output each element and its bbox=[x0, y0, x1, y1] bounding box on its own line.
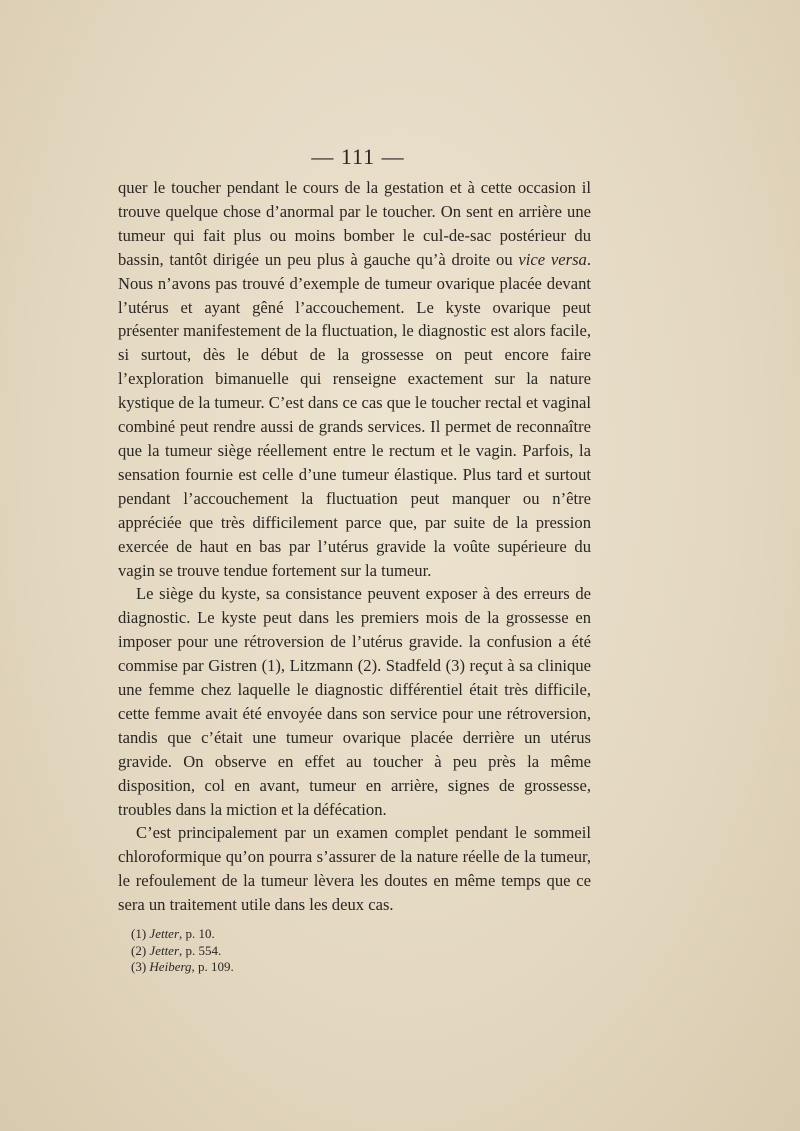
footnote-reference: , p. 10. bbox=[179, 926, 215, 941]
footnote-1 bbox=[131, 926, 234, 943]
footnote-3 bbox=[131, 959, 234, 976]
paragraph-1-part-3: . Nous n’avons pas trouvé d’exemple de tumeur ovarique placée devant l’utérus et ayant gêné l’accouchement. Le kyste ovarique peut présenter manifestement de la fluctuation, le diagnostic est alors facile, si surtout, dès le début de la grossesse on peut encore faire l’exploration bimanuelle qui renseigne exactement sur la nature kystique de la tumeur. C’est dans ce cas que le toucher rectal et vaginal combiné peut rendre aussi de grands services. Il permet de reconnaître que la tumeur siège réellement entre le rectum et le vagin. Parfois, la sensation fournie est celle d’une tumeur élastique. Plus tard et surtout pendant l’accouchement la fluctuation peut manquer ou n’être appréciée que très difficilement parce que, par suite de la pression exercée de haut en bas par l’utérus gravide la voûte supérieure du vagin se trouve tendue fortement sur la tumeur. bbox=[118, 249, 592, 580]
footnote-source: Jetter bbox=[149, 926, 180, 941]
footnote-number: (3) bbox=[131, 959, 147, 975]
footnote-number: (1) bbox=[131, 926, 147, 941]
footnote-number: (2) bbox=[131, 942, 147, 958]
footnote-reference: , p. 109. bbox=[191, 959, 234, 975]
footnote-source: Heiberg bbox=[149, 959, 192, 975]
footnote-reference: , p. 554. bbox=[179, 942, 222, 958]
paragraph-3-text: C’est principalement par un examen complet pendant le sommeil chloroformique qu’on pourra s’assurer de la nature réelle de la tumeur, le refoulement de la tumeur lèvera les doutes en même temps que ce sera un traitement utile dans les deux cas. bbox=[118, 823, 591, 915]
footnote-source: Jetter bbox=[149, 942, 180, 958]
body-text bbox=[118, 176, 591, 917]
paragraph-1-part-1: quer le toucher pendant le cours de la gestation et à cette occasion il trouve quelque chose d’anormal par le toucher. On sent en arrière une tumeur qui fait plus ou moins bomber le cul-de-sac postérieur du bassin, tantôt dirigée un peu plus à gauche qu’à droite ou bbox=[118, 178, 591, 269]
footnotes bbox=[131, 926, 234, 976]
paragraph-2-text: Le siège du kyste, sa consistance peuvent exposer à des erreurs de diagnostic. Le kyste peut dans les premiers mois de la grossesse en imposer pour une rétroversion de l’utérus gravide. la confusion a été commise par Gistren (1), Litzmann (2). Stadfeld (3) reçut à sa clinique une femme chez laquelle le diagnostic différentiel était très difficile, cette femme avait été envoyée dans son service pour une rétroversion, tandis que c’était une tumeur ovarique placée derrière un utérus gravide. On observe en effet au toucher à peu près la même disposition, col en avant, tumeur en arrière, signes de grossesse, troubles dans la miction et la défécation. bbox=[118, 584, 591, 819]
paragraph-3 bbox=[118, 821, 591, 917]
page-number: — 111 — bbox=[311, 144, 405, 169]
paragraph-2 bbox=[118, 582, 591, 821]
paragraph-1-italic-vice-versa: vice versa bbox=[518, 249, 587, 269]
paragraph-1 bbox=[118, 176, 591, 582]
footnote-2 bbox=[131, 943, 234, 960]
